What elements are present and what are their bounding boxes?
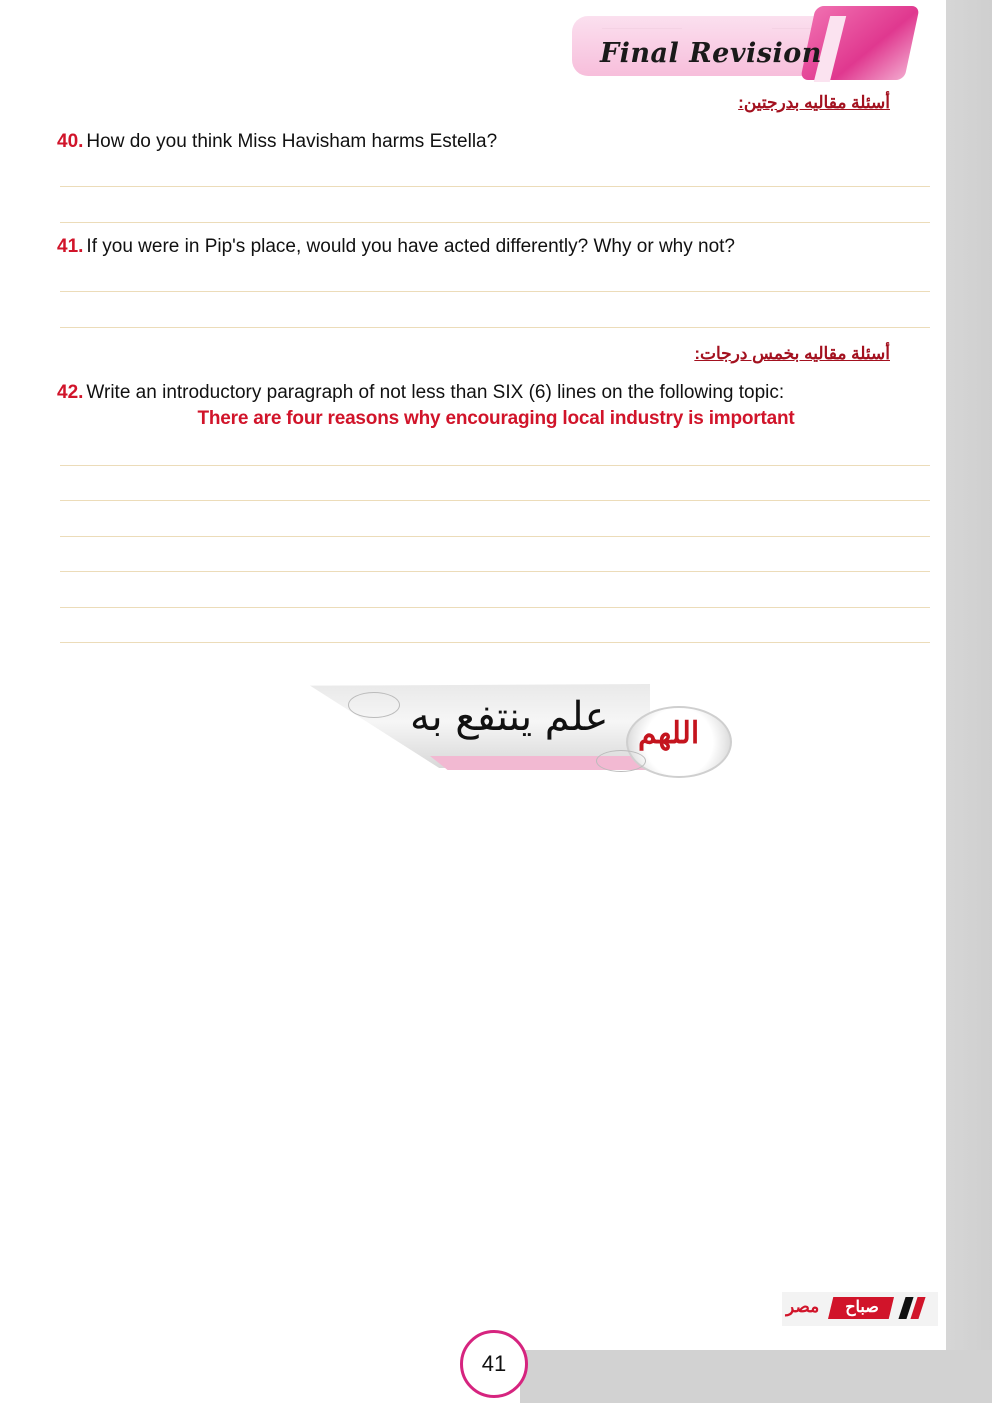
essay-topic	[0, 408, 992, 430]
question-text: Write an introductory paragraph of not less than SIX (6) lines on the following topic:	[86, 382, 785, 403]
answer-line	[60, 291, 930, 292]
question-text: If you were in Pip's place, would you have acted differently? Why or why not?	[86, 236, 735, 257]
logo-word-sabah: صباح	[845, 1299, 879, 1316]
page-shadow-bottom	[520, 1350, 992, 1403]
question-42	[57, 382, 784, 404]
section-heading-two-marks: أسئلة مقاليه بدرجتين:	[738, 93, 890, 112]
banner-title: Final Revision	[600, 38, 822, 69]
answer-line	[60, 327, 930, 328]
answer-line	[60, 536, 930, 537]
question-number: 42.	[57, 382, 84, 403]
question-41	[57, 236, 735, 258]
logo-word-masr: مصر	[786, 1297, 820, 1316]
answer-line	[60, 607, 930, 608]
question-number: 41.	[57, 236, 84, 257]
question-40	[57, 131, 497, 153]
calligraphy-red-text: اللهم	[638, 716, 700, 751]
answer-line	[60, 500, 930, 501]
section-heading-five-marks: أسئلة مقاليه بخمس درجات:	[694, 344, 890, 363]
answer-line	[60, 571, 930, 572]
page-shadow-right	[946, 0, 992, 1403]
essay-topic-text: There are four reasons why encouraging local industry is important	[197, 408, 795, 429]
decorative-ring	[596, 750, 646, 772]
decorative-ring	[348, 692, 400, 718]
answer-line	[60, 222, 930, 223]
header-banner	[572, 16, 912, 80]
banner-deco-line	[602, 28, 682, 29]
answer-line	[60, 186, 930, 187]
page-number: 41	[460, 1330, 528, 1398]
question-text: How do you think Miss Havisham harms Estella?	[86, 131, 498, 152]
calligraphy-text: علم ينتفع به	[410, 694, 609, 740]
answer-line	[60, 465, 930, 466]
calligraphy-ornament	[310, 684, 740, 776]
answer-line	[60, 642, 930, 643]
logo-slash-mark	[910, 1297, 925, 1319]
question-number: 40.	[57, 131, 84, 152]
publisher-logo	[782, 1292, 938, 1326]
